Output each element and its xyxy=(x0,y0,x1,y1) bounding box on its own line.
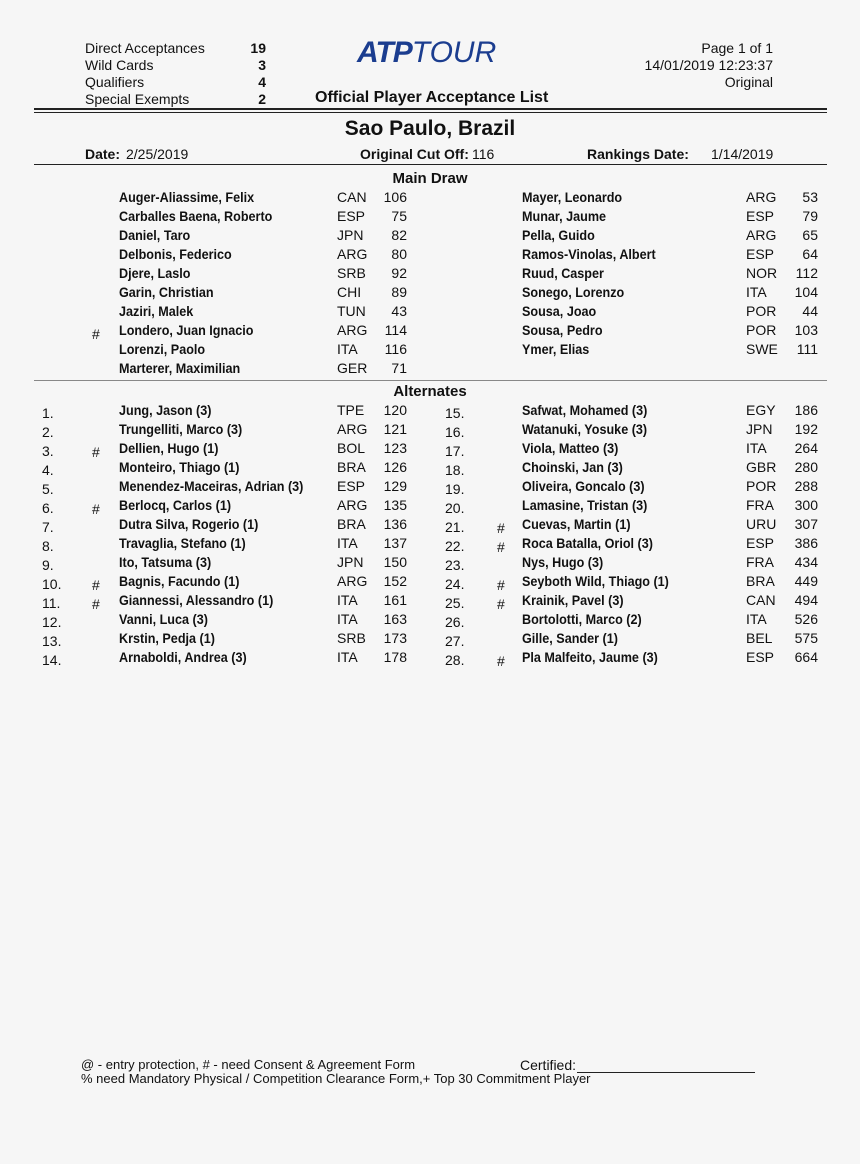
player-name: Cuevas, Martin (1) xyxy=(522,516,631,532)
player-rank: 307 xyxy=(794,516,818,532)
summary-label-wildcards: Wild Cards xyxy=(85,57,154,73)
player-name: Oliveira, Goncalo (3) xyxy=(522,478,645,494)
player-name: Viola, Matteo (3) xyxy=(522,440,619,456)
entry-mark: # xyxy=(497,577,505,593)
entry-mark: # xyxy=(92,501,100,517)
alternate-number: 22. xyxy=(445,538,465,554)
summary-label-qualifiers: Qualifiers xyxy=(85,74,145,90)
alternate-number: 16. xyxy=(445,424,465,440)
rankings-date-label: Rankings Date: xyxy=(587,146,689,162)
player-rank: 103 xyxy=(794,322,818,338)
player-name: Lorenzi, Paolo xyxy=(119,341,206,357)
player-name: Bagnis, Facundo (1) xyxy=(119,573,240,589)
player-country: JPN xyxy=(337,554,364,570)
player-rank: 494 xyxy=(794,592,818,608)
alternate-number: 8. xyxy=(42,538,54,554)
player-rank: 116 xyxy=(384,341,407,357)
status-label: Original xyxy=(724,74,773,90)
alternate-number: 21. xyxy=(445,519,465,535)
player-name: Arnaboldi, Andrea (3) xyxy=(119,649,247,665)
player-country: NOR xyxy=(746,265,778,281)
player-rank: 79 xyxy=(802,208,818,224)
entry-mark: # xyxy=(92,577,100,593)
player-rank: 288 xyxy=(794,478,818,494)
player-name: Pella, Guido xyxy=(522,227,595,243)
player-name: Sousa, Pedro xyxy=(522,322,603,338)
player-rank: 300 xyxy=(794,497,818,513)
entry-mark: # xyxy=(497,653,505,669)
player-rank: 121 xyxy=(383,421,407,437)
player-name: Londero, Juan Ignacio xyxy=(119,322,254,338)
player-country: BEL xyxy=(746,630,773,646)
player-rank: 575 xyxy=(794,630,818,646)
summary-label-direct: Direct Acceptances xyxy=(85,40,205,56)
main-draw-heading: Main Draw xyxy=(392,170,468,187)
player-name: Choinski, Jan (3) xyxy=(522,459,623,475)
player-rank: 114 xyxy=(384,322,407,338)
player-name: Djere, Laslo xyxy=(119,265,191,281)
player-name: Menendez-Maceiras, Adrian (3) xyxy=(119,478,304,494)
player-country: ARG xyxy=(746,189,777,205)
player-name: Roca Batalla, Oriol (3) xyxy=(522,535,653,551)
alternate-number: 10. xyxy=(42,576,62,592)
player-country: ARG xyxy=(746,227,777,243)
entry-mark: # xyxy=(92,326,100,342)
player-country: JPN xyxy=(746,421,773,437)
player-rank: 80 xyxy=(391,246,407,262)
alternate-number: 20. xyxy=(445,500,465,516)
player-rank: 186 xyxy=(794,402,818,418)
alternate-number: 4. xyxy=(42,462,54,478)
alternate-number: 17. xyxy=(445,443,465,459)
player-name: Marterer, Maximilian xyxy=(119,360,241,376)
entry-mark: # xyxy=(92,444,100,460)
player-country: ITA xyxy=(746,284,767,300)
player-name: Giannessi, Alessandro (1) xyxy=(119,592,274,608)
player-country: EGY xyxy=(746,402,776,418)
player-name: Delbonis, Federico xyxy=(119,246,232,262)
alternate-number: 11. xyxy=(42,595,61,611)
player-rank: 137 xyxy=(383,535,407,551)
summary-value-wildcards: 3 xyxy=(258,57,266,73)
player-country: ARG xyxy=(337,246,368,262)
player-rank: 106 xyxy=(383,189,407,205)
player-rank: 173 xyxy=(383,630,407,646)
player-country: GER xyxy=(337,360,368,376)
player-country: FRA xyxy=(746,497,774,513)
player-country: ESP xyxy=(746,208,775,224)
player-rank: 43 xyxy=(391,303,407,319)
player-name: Travaglia, Stefano (1) xyxy=(119,535,246,551)
player-rank: 129 xyxy=(383,478,407,494)
player-name: Watanuki, Yosuke (3) xyxy=(522,421,648,437)
player-rank: 65 xyxy=(802,227,818,243)
player-rank: 136 xyxy=(383,516,407,532)
player-rank: 71 xyxy=(391,360,407,376)
player-country: CHI xyxy=(337,284,362,300)
player-country: TUN xyxy=(337,303,366,319)
player-country: BRA xyxy=(337,516,366,532)
player-name: Ito, Tatsuma (3) xyxy=(119,554,212,570)
player-country: SWE xyxy=(746,341,778,357)
player-name: Bortolotti, Marco (2) xyxy=(522,611,642,627)
player-name: Jung, Jason (3) xyxy=(119,402,212,418)
player-country: ESP xyxy=(746,535,775,551)
alternate-number: 15. xyxy=(445,405,465,421)
alternate-number: 27. xyxy=(445,633,465,649)
player-country: ESP xyxy=(337,208,366,224)
player-country: ITA xyxy=(337,611,358,627)
player-name: Ruud, Casper xyxy=(522,265,604,281)
date-value: 2/25/2019 xyxy=(126,146,189,162)
alternate-number: 13. xyxy=(42,633,62,649)
info-rule xyxy=(34,164,827,165)
player-country: TPE xyxy=(337,402,365,418)
alternate-number: 1. xyxy=(42,405,54,421)
player-country: ARG xyxy=(337,497,368,513)
player-rank: 104 xyxy=(794,284,818,300)
player-country: ITA xyxy=(746,611,767,627)
player-name: Trungelliti, Marco (3) xyxy=(119,421,243,437)
player-rank: 280 xyxy=(794,459,818,475)
certified-label: Certified: xyxy=(520,1057,577,1073)
alternate-number: 28. xyxy=(445,652,465,668)
player-rank: 152 xyxy=(383,573,407,589)
tournament-title: Sao Paulo, Brazil xyxy=(344,117,516,140)
player-name: Safwat, Mohamed (3) xyxy=(522,402,648,418)
player-rank: 386 xyxy=(794,535,818,551)
player-rank: 192 xyxy=(794,421,818,437)
entry-mark: # xyxy=(92,596,100,612)
player-rank: 92 xyxy=(391,265,407,281)
summary-value-exempts: 2 xyxy=(258,91,266,107)
player-country: BRA xyxy=(746,573,775,589)
player-name: Berlocq, Carlos (1) xyxy=(119,497,232,513)
player-name: Ramos-Vinolas, Albert xyxy=(522,246,656,262)
player-name: Jaziri, Malek xyxy=(119,303,194,319)
logo-atp: ATP xyxy=(357,36,412,69)
player-rank: 44 xyxy=(802,303,818,319)
player-name: Mayer, Leonardo xyxy=(522,189,623,205)
player-country: ITA xyxy=(337,341,358,357)
player-name: Garin, Christian xyxy=(119,284,214,300)
player-name: Lamasine, Tristan (3) xyxy=(522,497,648,513)
footer-legend-2: % need Mandatory Physical / Competition Clearance Form,+ Top 30 Commitment Player xyxy=(81,1071,591,1086)
player-rank: 123 xyxy=(383,440,407,456)
player-rank: 161 xyxy=(383,592,407,608)
player-country: JPN xyxy=(337,227,364,243)
player-name: Vanni, Luca (3) xyxy=(119,611,208,627)
player-name: Daniel, Taro xyxy=(119,227,191,243)
player-rank: 75 xyxy=(391,208,407,224)
player-rank: 163 xyxy=(383,611,407,627)
entry-mark: # xyxy=(497,539,505,555)
alternate-number: 24. xyxy=(445,576,465,592)
alternate-number: 7. xyxy=(42,519,54,535)
atp-tour-logo xyxy=(357,36,496,70)
entry-mark: # xyxy=(497,520,505,536)
player-country: ARG xyxy=(337,421,368,437)
date-label: Date: xyxy=(85,146,121,162)
section-rule xyxy=(34,380,827,381)
footer-legend-1: @ - entry protection, # - need Consent & Agreement Form xyxy=(81,1057,416,1072)
alternate-number: 9. xyxy=(42,557,54,573)
player-name: Sonego, Lorenzo xyxy=(522,284,625,300)
player-rank: 178 xyxy=(383,649,407,665)
player-name: Dellien, Hugo (1) xyxy=(119,440,219,456)
player-name: Auger-Aliassime, Felix xyxy=(119,189,255,205)
certified-signature-line xyxy=(577,1072,755,1073)
alternate-number: 12. xyxy=(42,614,62,630)
player-name: Munar, Jaume xyxy=(522,208,607,224)
player-country: BRA xyxy=(337,459,366,475)
player-country: CAN xyxy=(746,592,776,608)
player-name: Sousa, Joao xyxy=(522,303,597,319)
player-country: ITA xyxy=(337,592,358,608)
alternate-number: 5. xyxy=(42,481,54,497)
cutoff-label: Original Cut Off: xyxy=(360,146,469,162)
player-country: BOL xyxy=(337,440,366,456)
alternate-number: 25. xyxy=(445,595,465,611)
player-name: Krainik, Pavel (3) xyxy=(522,592,624,608)
player-country: ESP xyxy=(746,246,775,262)
header-rule-2 xyxy=(34,112,827,113)
player-country: ARG xyxy=(337,573,368,589)
alternate-number: 19. xyxy=(445,481,465,497)
logo-tour: TOUR xyxy=(411,36,497,69)
rankings-date-value: 1/14/2019 xyxy=(711,146,774,162)
player-country: ITA xyxy=(337,535,358,551)
alternate-number: 23. xyxy=(445,557,465,573)
player-rank: 526 xyxy=(794,611,818,627)
summary-value-direct: 19 xyxy=(250,40,266,56)
player-name: Nys, Hugo (3) xyxy=(522,554,604,570)
summary-label-exempts: Special Exempts xyxy=(85,91,190,107)
player-country: ITA xyxy=(337,649,358,665)
player-name: Dutra Silva, Rogerio (1) xyxy=(119,516,259,532)
doc-title: Official Player Acceptance List xyxy=(315,89,549,106)
alternate-number: 3. xyxy=(42,443,54,459)
player-rank: 53 xyxy=(802,189,818,205)
timestamp: 14/01/2019 12:23:37 xyxy=(644,57,773,73)
alternate-number: 14. xyxy=(42,652,62,668)
alternate-number: 26. xyxy=(445,614,465,630)
player-country: SRB xyxy=(337,630,366,646)
player-country: ESP xyxy=(337,478,366,494)
player-country: ITA xyxy=(746,440,767,456)
entry-mark: # xyxy=(497,596,505,612)
summary-value-qualifiers: 4 xyxy=(258,74,266,90)
player-country: ARG xyxy=(337,322,368,338)
player-country: SRB xyxy=(337,265,366,281)
player-name: Krstin, Pedja (1) xyxy=(119,630,215,646)
header-rule-1 xyxy=(34,108,827,110)
player-rank: 111 xyxy=(796,341,818,357)
player-rank: 82 xyxy=(391,227,407,243)
player-name: Ymer, Elias xyxy=(522,341,590,357)
player-rank: 120 xyxy=(383,402,407,418)
player-name: Monteiro, Thiago (1) xyxy=(119,459,240,475)
player-rank: 64 xyxy=(802,246,818,262)
player-country: FRA xyxy=(746,554,774,570)
player-rank: 449 xyxy=(794,573,818,589)
player-rank: 434 xyxy=(794,554,818,570)
alternate-number: 6. xyxy=(42,500,54,516)
alternates-heading: Alternates xyxy=(393,383,467,400)
alternate-number: 18. xyxy=(445,462,465,478)
player-country: GBR xyxy=(746,459,777,475)
player-name: Gille, Sander (1) xyxy=(522,630,618,646)
player-name: Carballes Baena, Roberto xyxy=(119,208,273,224)
player-country: ESP xyxy=(746,649,775,665)
player-rank: 150 xyxy=(383,554,407,570)
alternate-number: 2. xyxy=(42,424,54,440)
player-name: Pla Malfeito, Jaume (3) xyxy=(522,649,658,665)
player-rank: 89 xyxy=(391,284,407,300)
page-indicator: Page 1 of 1 xyxy=(701,40,773,56)
player-name: Seyboth Wild, Thiago (1) xyxy=(522,573,669,589)
player-rank: 135 xyxy=(383,497,407,513)
player-country: POR xyxy=(746,322,777,338)
player-rank: 664 xyxy=(794,649,818,665)
player-rank: 264 xyxy=(794,440,818,456)
player-country: URU xyxy=(746,516,777,532)
player-country: POR xyxy=(746,478,777,494)
player-country: CAN xyxy=(337,189,367,205)
cutoff-value: 116 xyxy=(472,146,495,162)
player-country: POR xyxy=(746,303,777,319)
player-rank: 126 xyxy=(383,459,407,475)
player-rank: 112 xyxy=(795,265,818,281)
